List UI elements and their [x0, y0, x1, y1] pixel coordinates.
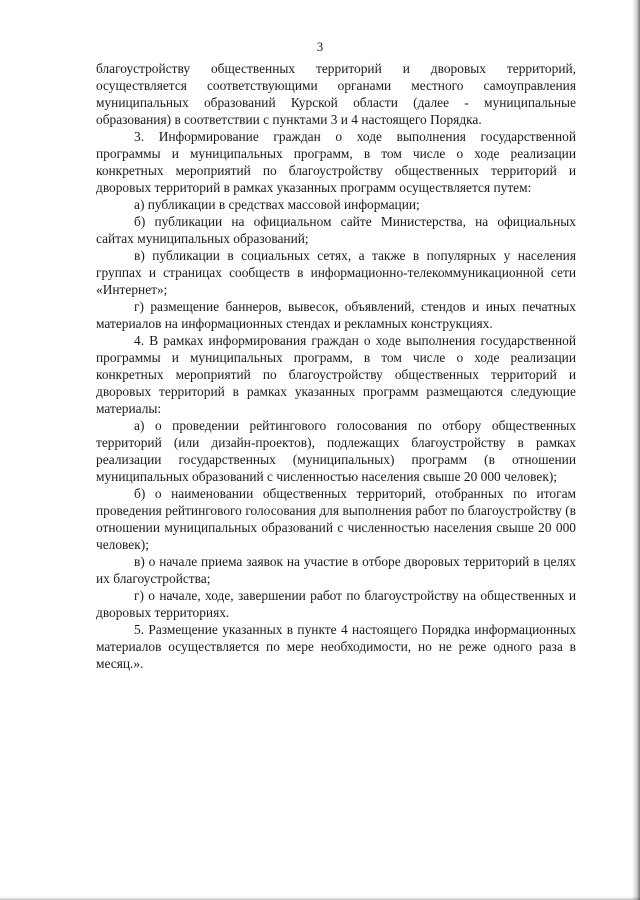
scan-edge-shadow: [632, 0, 640, 900]
page-number: 3: [316, 39, 324, 54]
document-body: [96, 60, 576, 672]
subitem-3b: б) публикации на официальном сайте Министерства, на официальных сайтах муниципальных образований;: [96, 214, 576, 246]
subitem-4v: в) о начале приема заявок на участие в отборе дворовых территорий в целях их благоустройства;: [96, 554, 576, 586]
subitem-3a: а) публикации в средствах массовой информации;: [134, 197, 420, 212]
paragraph-item-4: 4. В рамках информирования граждан о ходе выполнения государственной программы и муниципальных программ, в том числе о ходе реализации конкретных мероприятий по благоустройству общественных территорий и дворовых территорий в рамках указанных программ размещаются следующие материалы:: [96, 333, 576, 416]
paragraph-item-3: 3. Информирование граждан о ходе выполнения государственной программы и муниципальных программ, в том числе о ходе реализации конкретных мероприятий по благоустройству общественных территорий и дворовых территорий в рамках указанных программ осуществляется путем:: [96, 129, 576, 195]
subitem-4a: а) о проведении рейтингового голосования по отбору общественных территорий (или дизайн-проектов), подлежащих благоустройству в рамках реализации государственных (муниципальных) программ (в отношении муниципальных образований с численностью населения свыше 20 000 человек);: [96, 418, 576, 484]
paragraph-item-5: 5. Размещение указанных в пункте 4 настоящего Порядка информационных материалов осуществляется по мере необходимости, но не реже одного раза в месяц.».: [96, 622, 576, 671]
subitem-3v: в) публикации в социальных сетях, а также в популярных у населения группах и страницах сообществ в информационно-телекоммуникационной сети «Интернет»;: [96, 248, 576, 297]
paragraph-continuation: благоустройству общественных территорий и дворовых территорий, осуществляется соответствующими органами местного самоуправления муниципальных образований Курской области (далее - муниципальные образования) в соответствии с пунктами 3 и 4 настоящего Порядка.: [96, 61, 576, 127]
subitem-4g: г) о начале, ходе, завершении работ по благоустройству на общественных и дворовых территориях.: [96, 588, 576, 620]
subitem-4b: б) о наименовании общественных территорий, отобранных по итогам проведения рейтингового голосования для выполнения работ по благоустройству (в отношении муниципальных образований с численностью населения свыше 20 000 человек);: [96, 486, 576, 552]
subitem-3g: г) размещение баннеров, вывесок, объявлений, стендов и иных печатных материалов на информационных стендах и рекламных конструкциях.: [96, 299, 576, 331]
